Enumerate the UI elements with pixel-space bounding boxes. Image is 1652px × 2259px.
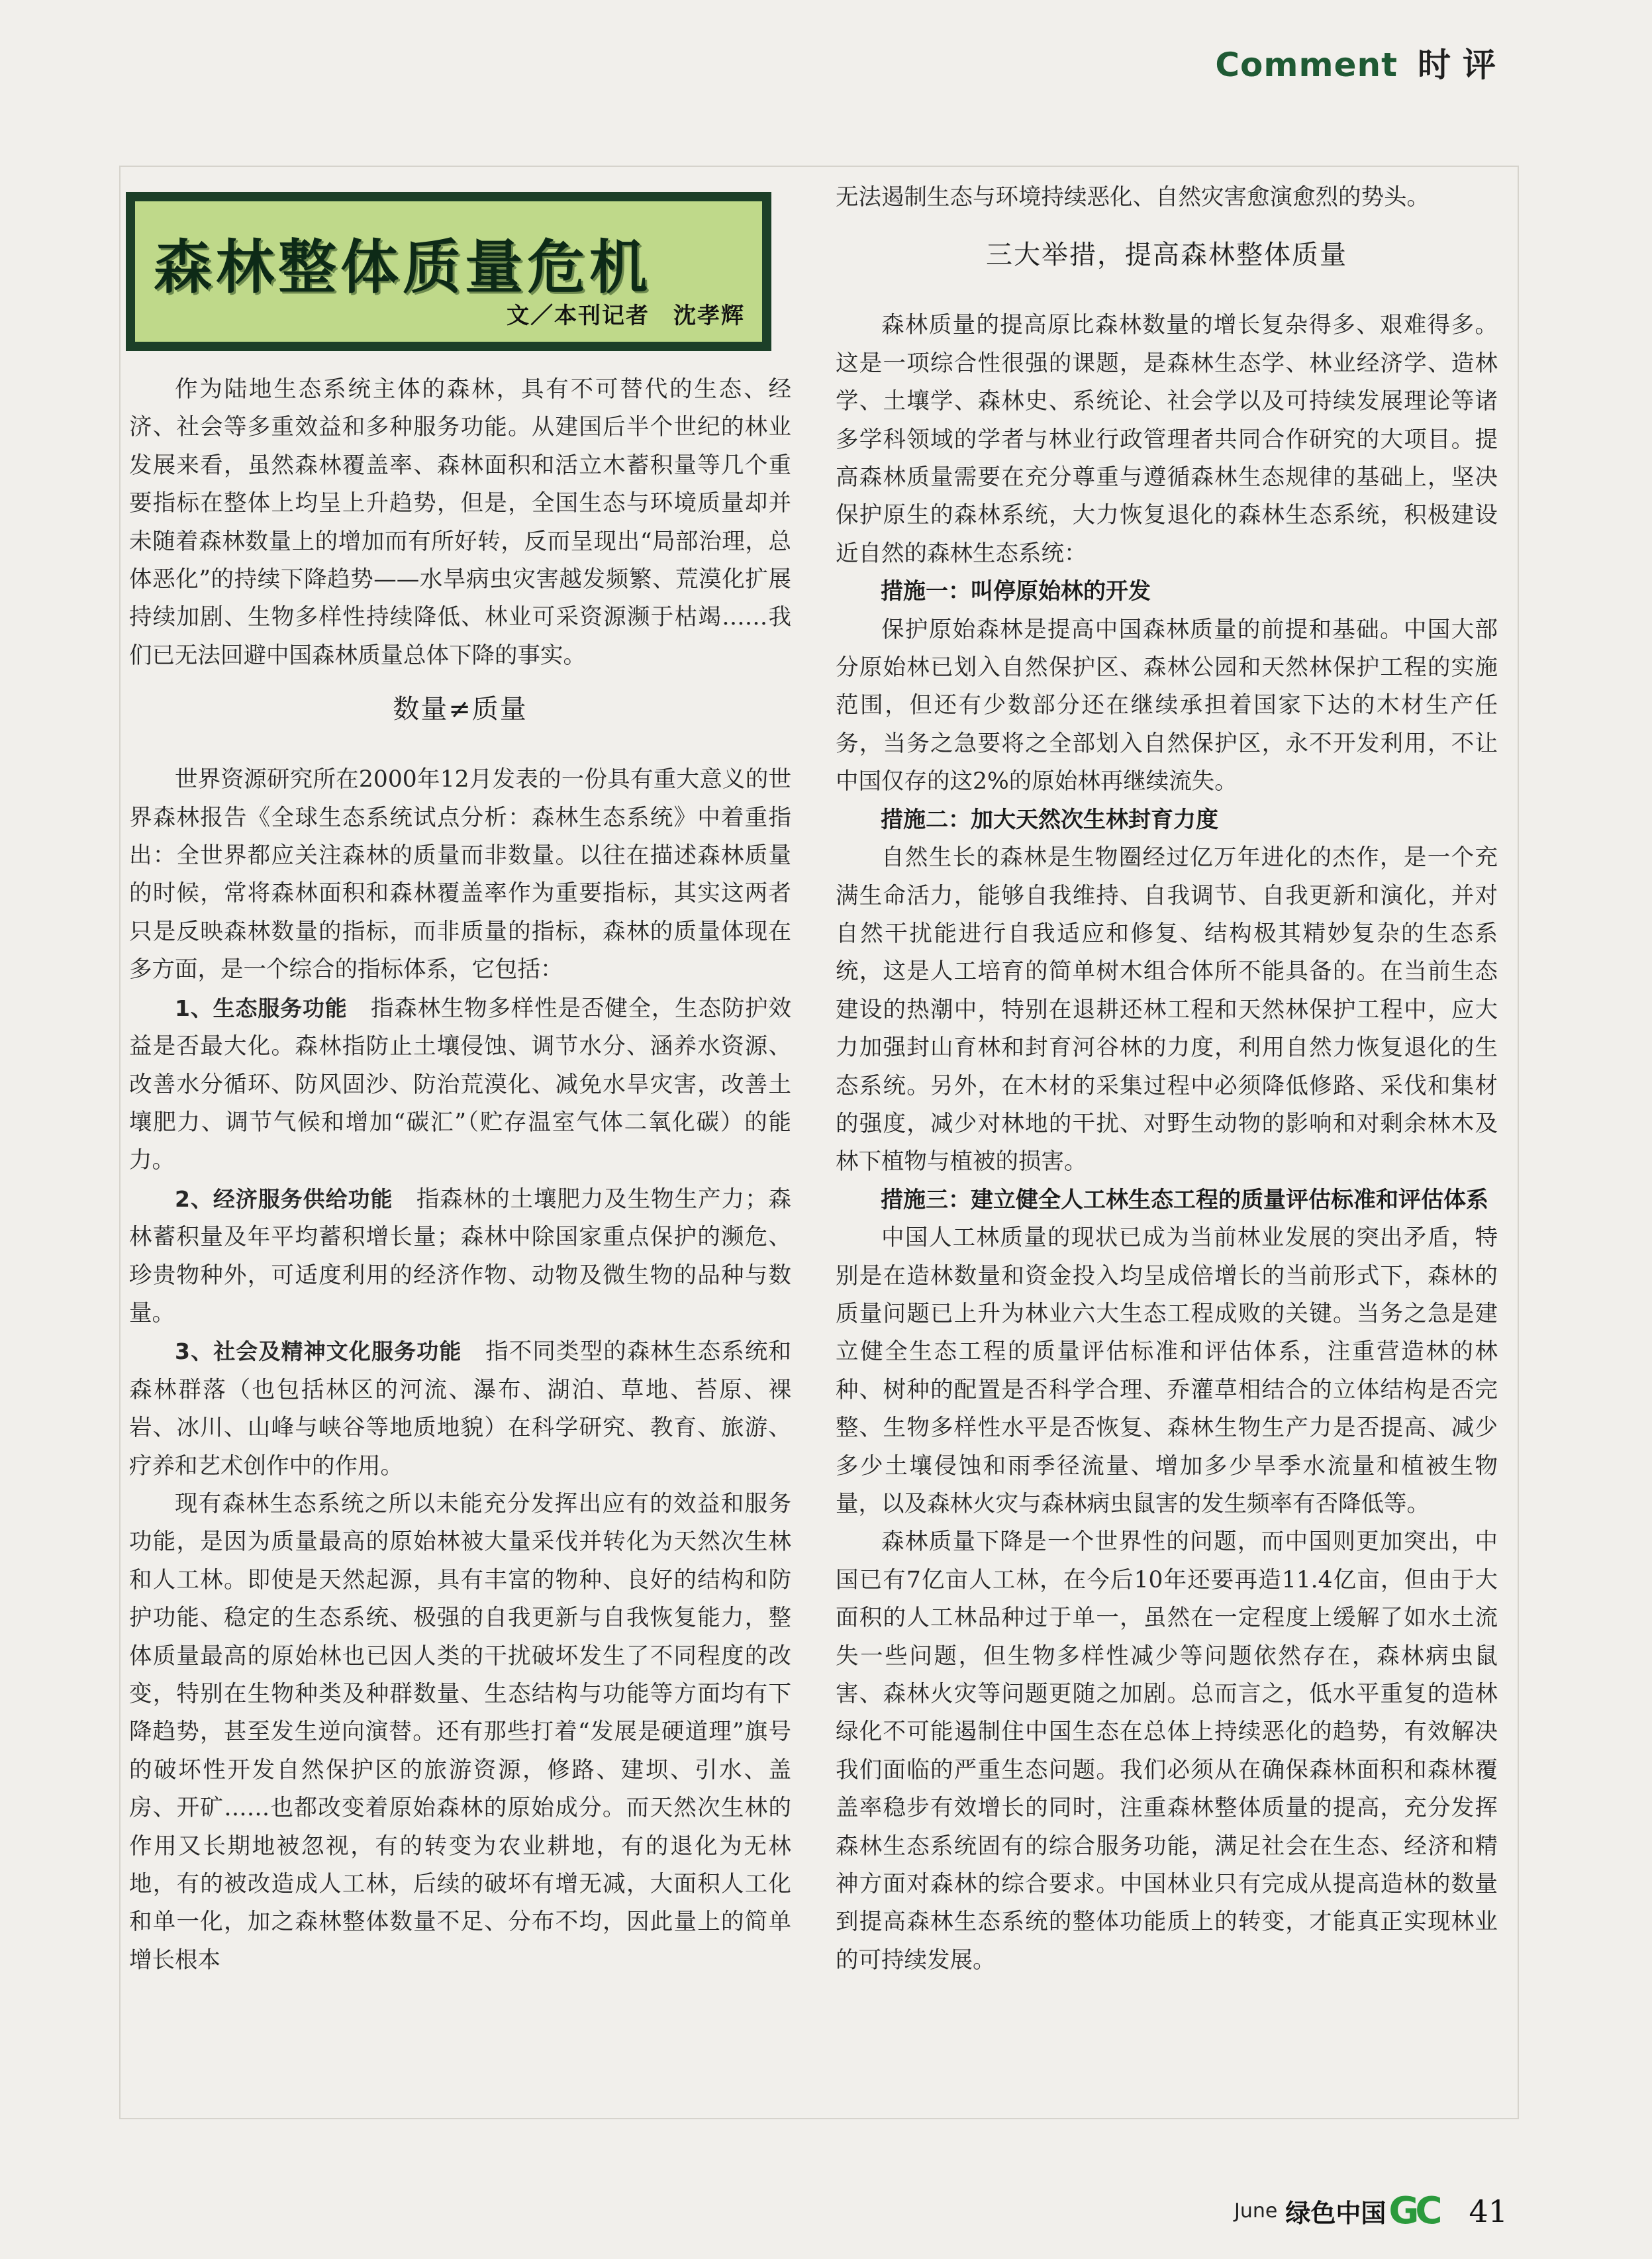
paragraph-existing-forests: 现有森林生态系统之所以未能充分发挥出应有的效益和服务功能，是因为质量最高的原始林被大量采伐并转化为天然次生林和人工林。即使是天然起源，具有丰富的物种、良好的结构和防护功能、稳定的生态系统、极强的自我更新与自我恢复能力，整体质量最高的原始林也已因人类的干扰破坏发生了不同程度的改变，特别在生物种类及种群数量、生态结构与功能等方面均有下降趋势，甚至发生逆向演替。还有那些打着“发展是硬道理”旗号的破坏性开发自然保护区的旅游资源，修路、建坝、引水、盖房、开矿……也都改变着原始森林的原始成分。而天然次生林的作用又长期地被忽视，有的转变为农业耕地，有的退化为无林地，有的被改造成人工林，后续的破坏有增无减，大面积人工化和单一化，加之森林整体数量不足、分布不均，因此量上的简单增长根本 bbox=[129, 1490, 791, 1974]
intro-paragraph: 作为陆地生态系统主体的森林，具有不可替代的生态、经济、社会等多重效益和多种服务功能。从建国后半个世纪的林业发展来看，虽然森林覆盖率、森林面积和活立木蓄积量等几个重要指标在整体上均呈上升趋势，但是，全国生态与环境质量却并未随着森林数量上的增加而有所好转，反而呈现出“局部治理，总体恶化”的持续下降趋势——水旱病虫灾害越发频繁、荒漠化扩展持续加剧、生物多样性持续降低、林业可采资源濒于枯竭……我们已无法回避中国森林质量总体下降的事实。 bbox=[129, 376, 791, 669]
continued-text: 无法遏制生态与环境持续恶化、自然灾害愈演愈烈的势头。 bbox=[836, 184, 1430, 211]
paragraph-quality-improvement: 森林质量的提高原比森林数量的增长复杂得多、艰难得多。这是一项综合性很强的课题，是森林生态学、林业经济学、造林学、土壤学、森林史、系统论、社会学以及可持续发展理论等诸多学科领域的学者与林业行政管理者共同合作研究的大项目。提高森林质量需要在充分尊重与遵循森林生态规律的基础上，坚决保护原生的森林系统，大力恢复退化的森林生态系统，积极建设近自然的森林生态系统： bbox=[836, 312, 1498, 567]
list-item-economic bbox=[129, 1180, 791, 1333]
item-label-ecological: 1、生态服务功能 bbox=[175, 995, 348, 1021]
article-title: 森林整体质量危机 bbox=[154, 233, 652, 301]
measure-one-text: 保护原始森林是提高中国森林质量的前提和基础。中国大部分原始林已划入自然保护区、森林公园和天然林保护工程的实施范围，但还有少数部分还在继续承担着国家下达的木材生产任务，当务之急要将之全部划入自然保护区，永不开发利用，不让中国仅存的这2%的原始林再继续流失。 bbox=[836, 616, 1498, 795]
section-label-cn: 时评 bbox=[1418, 46, 1508, 84]
item-text-social: 指不同类型的森林生态系统和森林群落（也包括林区的河流、瀑布、湖泊、草地、苔原、裸岩、冰川、山峰与峡谷等地质地貌）在科学研究、教育、旅游、疗养和艺术创作中的作用。 bbox=[129, 1338, 792, 1480]
item-label-social: 3、社会及精神文化服务功能 bbox=[175, 1338, 462, 1365]
section-label-en: Comment bbox=[1215, 46, 1398, 84]
paragraph-conclusion: 森林质量下降是一个世界性的问题，而中国则更加突出，中国已有7亿亩人工林，在今后10年还要再造11.4亿亩，但由于大面积的人工林品种过于单一，虽然在一定程度上缓解了如水土流失一些问题，但生物多样性减少等问题依然存在，森林病虫鼠害、森林火灾等问题更随之加剧。总而言之，低水平重复的造林绿化不可能遏制住中国生态在总体上持续恶化的趋势，有效解决我们面临的严重生态问题。我们必须从在确保森林面积和森林覆盖率稳步有效增长的同时，注重森林整体质量的提高，充分发挥森林生态系统固有的综合服务功能，满足社会在生态、经济和精神方面对森林的综合要求。中国林业只有完成从提高造林的数量到提高森林生态系统的整体功能质上的转变，才能真正实现林业的可持续发展。 bbox=[836, 1529, 1498, 1974]
page-footer bbox=[1234, 2189, 1508, 2233]
magazine-logo-icon: GC bbox=[1388, 2189, 1439, 2233]
section-header bbox=[1215, 38, 1508, 86]
measure-two-text: 自然生长的森林是生物圈经过亿万年进化的杰作，是一个充满生命活力，能够自我维持、自我调节、自我更新和演化，并对自然干扰能进行自我适应和修复、结构极其精妙复杂的生态系统，这是人工培育的简单树木组合体所不能具备的。在当前生态建设的热潮中，特别在退耕还林工程和天然林保护工程中，应大力加强封山育林和封育河谷林的力度，利用自然力恢复退化的生态系统。另外，在木材的采集过程中必须降低修路、采伐和集材的强度，减少对林地的干扰、对野生动物的影响和对剩余林木及林下植物与植被的损害。 bbox=[836, 844, 1498, 1176]
section-heading-three-measures: 三大举措，提高森林整体质量 bbox=[986, 240, 1347, 271]
right-column bbox=[836, 179, 1498, 1980]
item-label-economic: 2、经济服务供给功能 bbox=[175, 1185, 393, 1212]
section-heading-quantity-quality: 数量≠质量 bbox=[393, 694, 528, 725]
list-item-ecological bbox=[129, 989, 791, 1180]
paragraph-report: 世界资源研究所在2000年12月发表的一份具有重大意义的世界森林报告《全球生态系统试点分析：森林生态系统》中着重指出：全世界都应关注森林的质量而非数量。以往在描述森林质量的时候，常将森林面积和森林覆盖率作为重要指标，其实这两者只是反映森林数量的指标，而非质量的指标，森林的质量体现在多方面，是一个综合的指标体系，它包括： bbox=[129, 766, 791, 983]
footer-month: June bbox=[1234, 2199, 1278, 2223]
article-byline: 文／本刊记者 沈孝辉 bbox=[507, 303, 745, 329]
page-number: 41 bbox=[1469, 2193, 1508, 2229]
item-text-ecological: 指森林生物多样性是否健全，生态防护效益是否最大化。森林指防止土壤侵蚀、调节水分、涵养水资源、改善水分循环、防风固沙、防治荒漠化、减免水旱灾害，改善土壤肥力、调节气候和增加“碳汇”（贮存温室气体二氧化碳）的能力。 bbox=[129, 995, 791, 1174]
measure-one-heading: 措施一：叫停原始林的开发 bbox=[881, 578, 1151, 605]
measure-three-text: 中国人工林质量的现状已成为当前林业发展的突出矛盾，特别是在造林数量和资金投入均呈成倍增长的当前形式下，森林的质量问题已上升为林业六大生态工程成败的关键。当务之急是建立健全生态工程的质量评估标准和评估体系，注重营造林的林种、树种的配置是否科学合理、乔灌草相结合的立体结构是否完整、生物多样性水平是否恢复、森林生物生产力是否提高、减少多少土壤侵蚀和雨季径流量、增加多少旱季水流量和植被生物量，以及森林火灾与森林病虫鼠害的发生频率有否降低等。 bbox=[836, 1225, 1498, 1517]
title-box bbox=[126, 192, 771, 351]
measure-three-heading: 措施三：建立健全人工林生态工程的质量评估标准和评估体系 bbox=[881, 1186, 1488, 1213]
list-item-social bbox=[129, 1332, 791, 1485]
left-column bbox=[129, 371, 791, 1980]
footer-magazine-name: 绿色中国 bbox=[1285, 2199, 1386, 2228]
title-panel bbox=[135, 201, 762, 342]
item-text-economic: 指森林的土壤肥力及生物生产力；森林蓄积量及年平均蓄积增长量；森林中除国家重点保护的濒危、珍贵物种外，可适度利用的经济作物、动物及微生物的品种与数量。 bbox=[129, 1185, 792, 1327]
measure-two-heading: 措施二：加大天然次生林封育力度 bbox=[881, 806, 1218, 833]
